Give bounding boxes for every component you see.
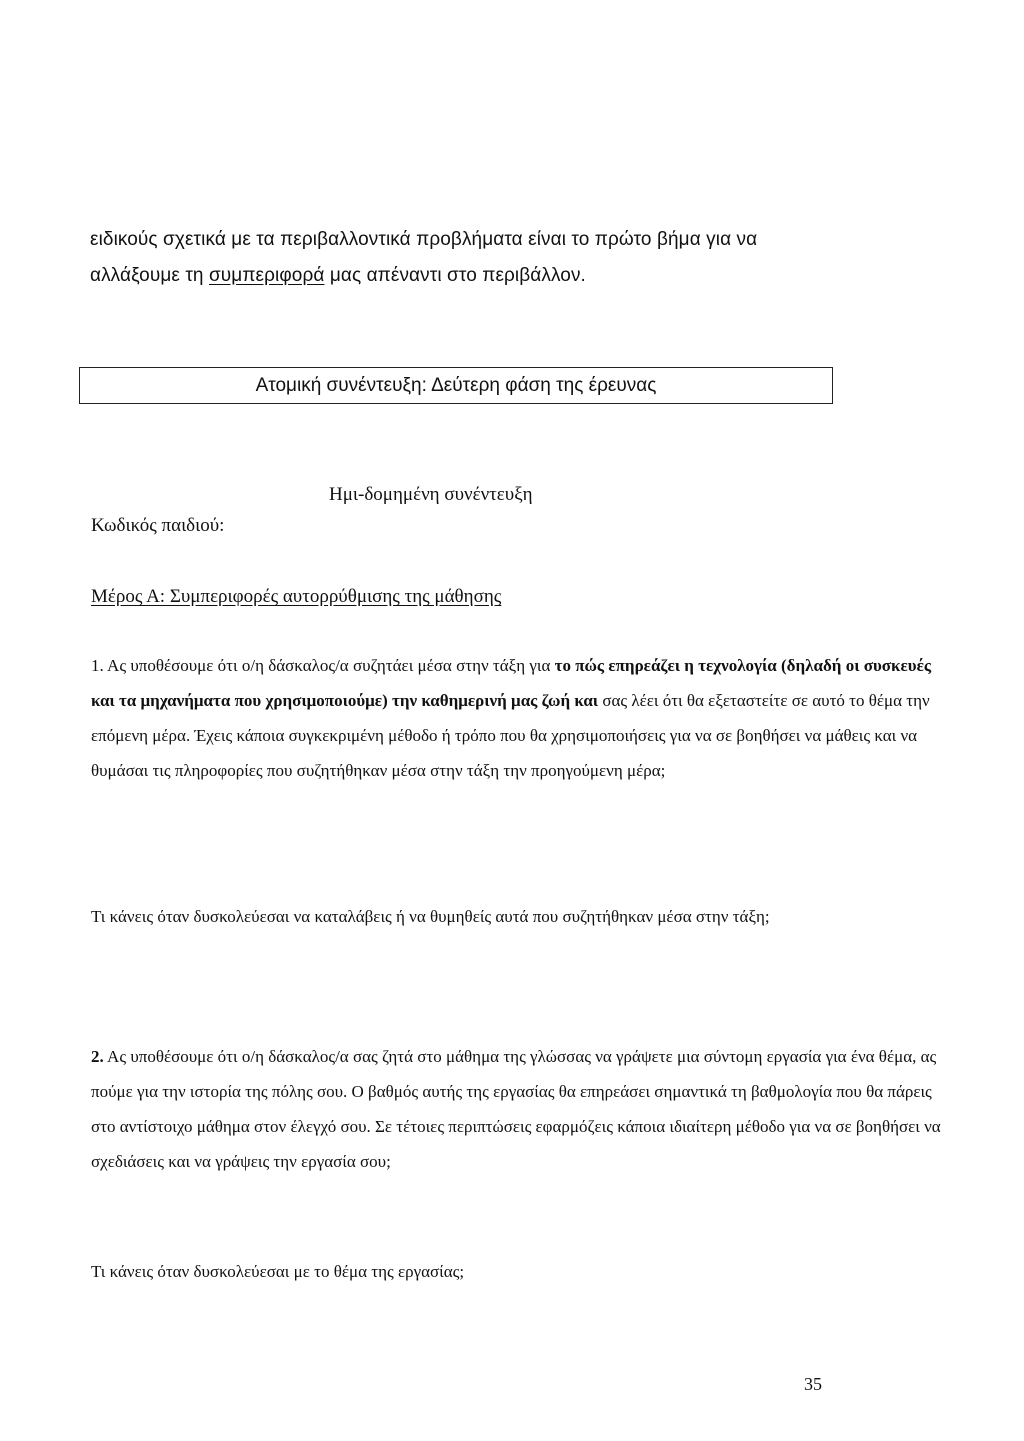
question-1-text [91,648,941,788]
question-1-bold: το πώς επηρεάζει η τεχνολογία (δηλαδή οι συσκευές και τα μηχανήματα που χρησιμοποιούμε) την καθημερινή μας ζωή και [91,656,932,710]
question-1-followup [91,899,941,934]
question-2-number: 2. [91,1047,104,1066]
question-2-followup-text: Τι κάνεις όταν δυσκολεύεσαι με το θέμα της εργασίας; [91,1262,465,1281]
question-1 [91,648,941,788]
part-heading: Μέρος Α: Συμπεριφορές αυτορρύθμισης της μάθησης [91,586,502,607]
intro-line-2-end: μας απέναντι στο περιβάλλον. [324,265,586,286]
underlined-word: συμπεριφορά [208,265,325,286]
interview-type: Ημι-δομημένη συνέντευξη [329,484,533,505]
section-title-box [79,367,833,404]
question-2 [91,1039,941,1179]
intro-line-2 [90,258,950,294]
question-2-text [91,1039,941,1179]
intro-paragraph [90,222,950,294]
question-1-text-a: Ας υποθέσουμε ότι ο/η δάσκαλος/α συζητάει μέσα στην τάξη για [103,656,555,675]
question-2-followup [91,1254,941,1289]
question-1-text-b: σας λέει ότι θα εξεταστείτε σε αυτό το θέμα την επόμενη μέρα. Έχεις κάποια συγκεκριμένη μέθοδο ή τρόπο που θα χρησιμοποιήσεις για να σε βοηθήσει να μάθεις και να θυμάσαι τις πληροφορίες που συζητήθηκαν μέσα στην τάξη την προηγούμενη μέρα; [91,691,930,780]
intro-line-2-start: αλλάξουμε τη [90,265,209,286]
question-2-body: Ας υποθέσουμε ότι ο/η δάσκαλος/α σας ζητά στο μάθημα της γλώσσας να γράψετε μια σύντομη εργασία για ένα θέμα, ας πούμε για την ιστορία της πόλης σου. Ο βαθμός αυτής της εργασίας θα επηρεάσει σημαντικά τη βαθμολογία που θα πάρεις στο αντίστοιχο μάθημα στον έλεγχό σου. Σε τέτοιες περιπτώσεις εφαρμόζεις κάποια ιδιαίτερη μέθοδο για να σε βοηθήσει να σχεδιάσεις και να γράψεις την εργασία σου; [91,1047,941,1171]
page-number: 35 [804,1374,822,1394]
intro-line-1: ειδικούς σχετικά με τα περιβαλλοντικά προβλήματα είναι το πρώτο βήμα για να [90,229,758,250]
question-1-number: 1. [91,656,104,675]
question-1-followup-text: Τι κάνεις όταν δυσκολεύεσαι να καταλάβεις ή να θυμηθείς αυτά που συζητήθηκαν μέσα στην τάξη; [91,907,770,926]
section-title: Ατομική συνέντευξη: Δεύτερη φάση της έρευνας [255,375,657,396]
child-code-label: Κωδικός παιδιού: [91,515,225,536]
